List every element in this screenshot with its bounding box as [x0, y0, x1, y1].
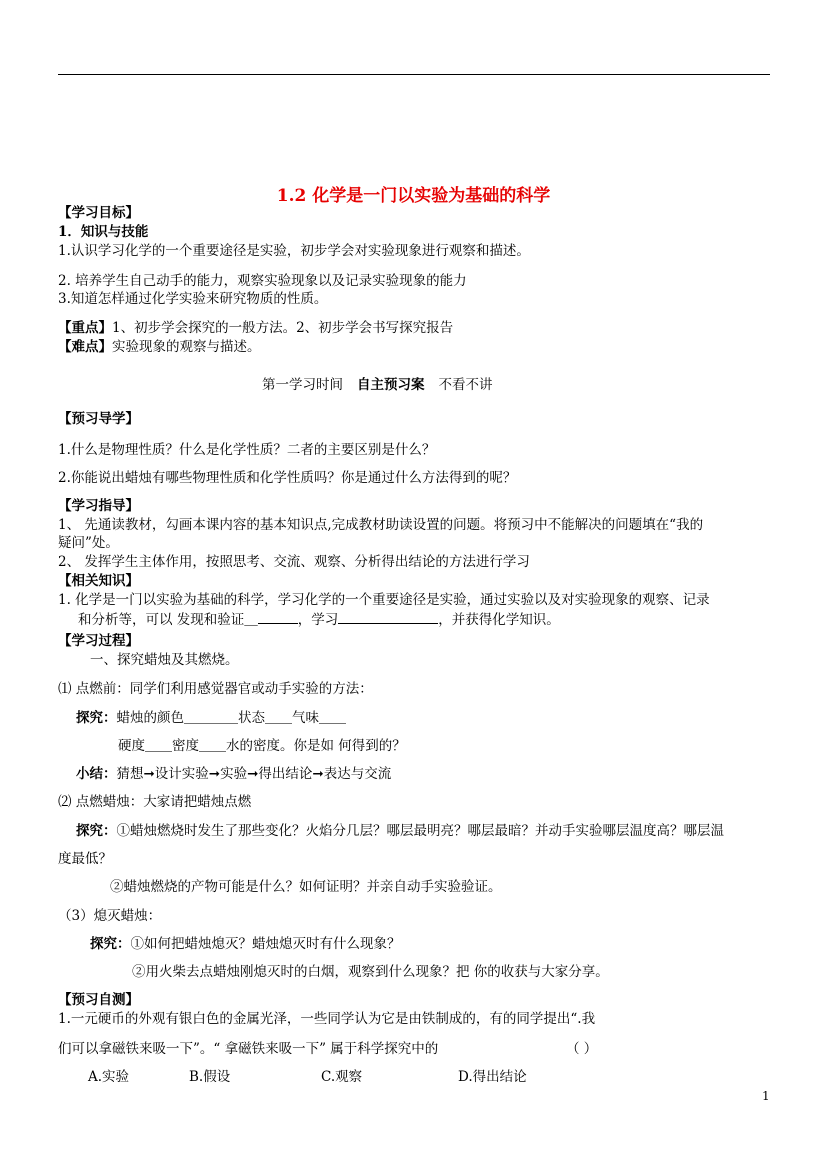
related-1b-pre: 和分析等，可以 发现和验证＿	[78, 612, 258, 628]
key-points	[58, 319, 453, 337]
question-1a: 1.一元硬币的外观有银白色的金属光泽，一些同学认为它是由铁制成的，有的同学提出“.我	[58, 1011, 596, 1027]
option-c[interactable]: C.观察	[321, 1069, 363, 1085]
related-1b-mid: ，学习	[297, 612, 339, 628]
process-header: 【学习过程】	[58, 633, 139, 649]
key-text: 1、初步学会探究的一般方法。2、初步学会书写探究报告	[112, 320, 454, 336]
option-d[interactable]: D.得出结论	[458, 1069, 527, 1085]
selftest-header: 【预习自测】	[58, 992, 139, 1008]
explore-1b: 硬度＿＿密度＿＿水的密度。你是如 何得到的？	[118, 738, 406, 754]
difficulty-points	[58, 338, 261, 356]
guide-2: 2、 发挥学生主体作用，按照思考、交流、观察、分析得出结论的方法进行学习	[58, 554, 530, 570]
preview-question-1: 1.什么是物理性质？什么是化学性质？二者的主要区别是什么？	[58, 442, 436, 458]
step-2-label: ⑵ 点燃蜡烛：大家请把蜡烛点燃	[58, 794, 252, 810]
option-b[interactable]: B.假设	[189, 1069, 231, 1085]
guide-1b: 疑问”处。	[58, 535, 119, 551]
session-c: 不看不讲	[438, 377, 493, 393]
explore-2c: ②蜡烛燃烧的产物可能是什么？如何证明？并亲自动手实验验证。	[110, 879, 502, 895]
step-1-label: ⑴ 点燃前：同学们利用感觉器官或动手实验的方法：	[58, 681, 373, 697]
explore-3a	[90, 935, 401, 953]
goals-header: 【学习目标】	[58, 205, 139, 221]
goal-3: 3.知道怎样通过化学实验来研究物质的性质。	[58, 291, 328, 307]
explore-1a	[76, 709, 346, 727]
goal-1: 1.认识学习化学的一个重要途径是实验，初步学会对实验现象进行观察和描述。	[58, 243, 530, 259]
guide-header: 【学习指导】	[58, 498, 139, 514]
fill-blank-1[interactable]	[258, 610, 298, 624]
explore-3a-text: ①如何把蜡烛熄灭？蜡烛熄灭时有什么现象？	[130, 936, 401, 952]
summary-label: 小结：	[76, 766, 117, 782]
explore-label-3: 探究：	[90, 936, 131, 952]
knowledge-header: 1．知识与技能	[58, 224, 149, 240]
session-heading	[262, 376, 493, 394]
session-a: 第一学习时间	[262, 377, 343, 393]
explore-label-2: 探究：	[76, 823, 117, 839]
related-1b-post: ，并获得化学知识。	[438, 612, 560, 628]
explore-2b: 度最低？	[58, 851, 112, 867]
difficulty-text: 实验现象的观察与描述。	[112, 339, 261, 355]
explore-label-1: 探究：	[76, 710, 117, 726]
explore-3b: ②用火柴去点蜡烛刚熄灭时的白烟，观察到什么现象？把 你的收获与大家分享。	[132, 964, 609, 980]
preview-question-2: 2.你能说出蜡烛有哪些物理性质和化学性质吗？你是通过什么方法得到的呢？	[58, 470, 517, 486]
page-title: 1.2 化学是一门以实验为基础的科学	[276, 186, 551, 206]
page-number: 1	[762, 1089, 770, 1103]
related-1b	[78, 610, 560, 629]
difficulty-label: 【难点】	[58, 339, 112, 355]
summary	[76, 765, 391, 783]
explore-2a	[76, 822, 724, 840]
session-b: 自主预习案	[357, 377, 425, 393]
section-1: 一、探究蜡烛及其燃烧。	[90, 652, 239, 668]
related-1a: 1. 化学是一门以实验为基础的科学，学习化学的一个重要途径是实验，通过实验以及对实验现象的观察、记录	[58, 592, 710, 608]
preview-header: 【预习导学】	[58, 411, 139, 427]
explore-2a-text: ①蜡烛燃烧时发生了那些变化？火焰分几层？哪层最明亮？哪层最暗？并动手实验哪层温度高？哪层温	[116, 823, 724, 839]
guide-1a: 1、 先通读教材，勾画本课内容的基本知识点,完成教材助读设置的问题。将预习中不能解决的问题填在“我的	[58, 517, 704, 533]
related-header: 【相关知识】	[58, 573, 139, 589]
goal-2: 2. 培养学生自己动手的能力，观察实验现象以及记录实验现象的能力	[58, 273, 467, 289]
summary-text: 猜想➞设计实验➞实验➞得出结论➞表达与交流	[116, 766, 392, 782]
answer-paren[interactable]: （ ）	[566, 1041, 598, 1057]
question-1b: 们可以拿磁铁来吸一下”。“ 拿磁铁来吸一下” 属于科学探究中的	[58, 1041, 439, 1057]
key-label: 【重点】	[58, 320, 112, 336]
step-3-label: （3）熄灭蜡烛：	[58, 908, 162, 924]
fill-blank-2[interactable]	[338, 610, 438, 624]
header-rule	[58, 74, 770, 75]
explore-1a-text: 蜡烛的颜色＿＿＿＿状态＿＿气味＿＿	[116, 710, 346, 726]
option-a[interactable]: A.实验	[88, 1069, 130, 1085]
